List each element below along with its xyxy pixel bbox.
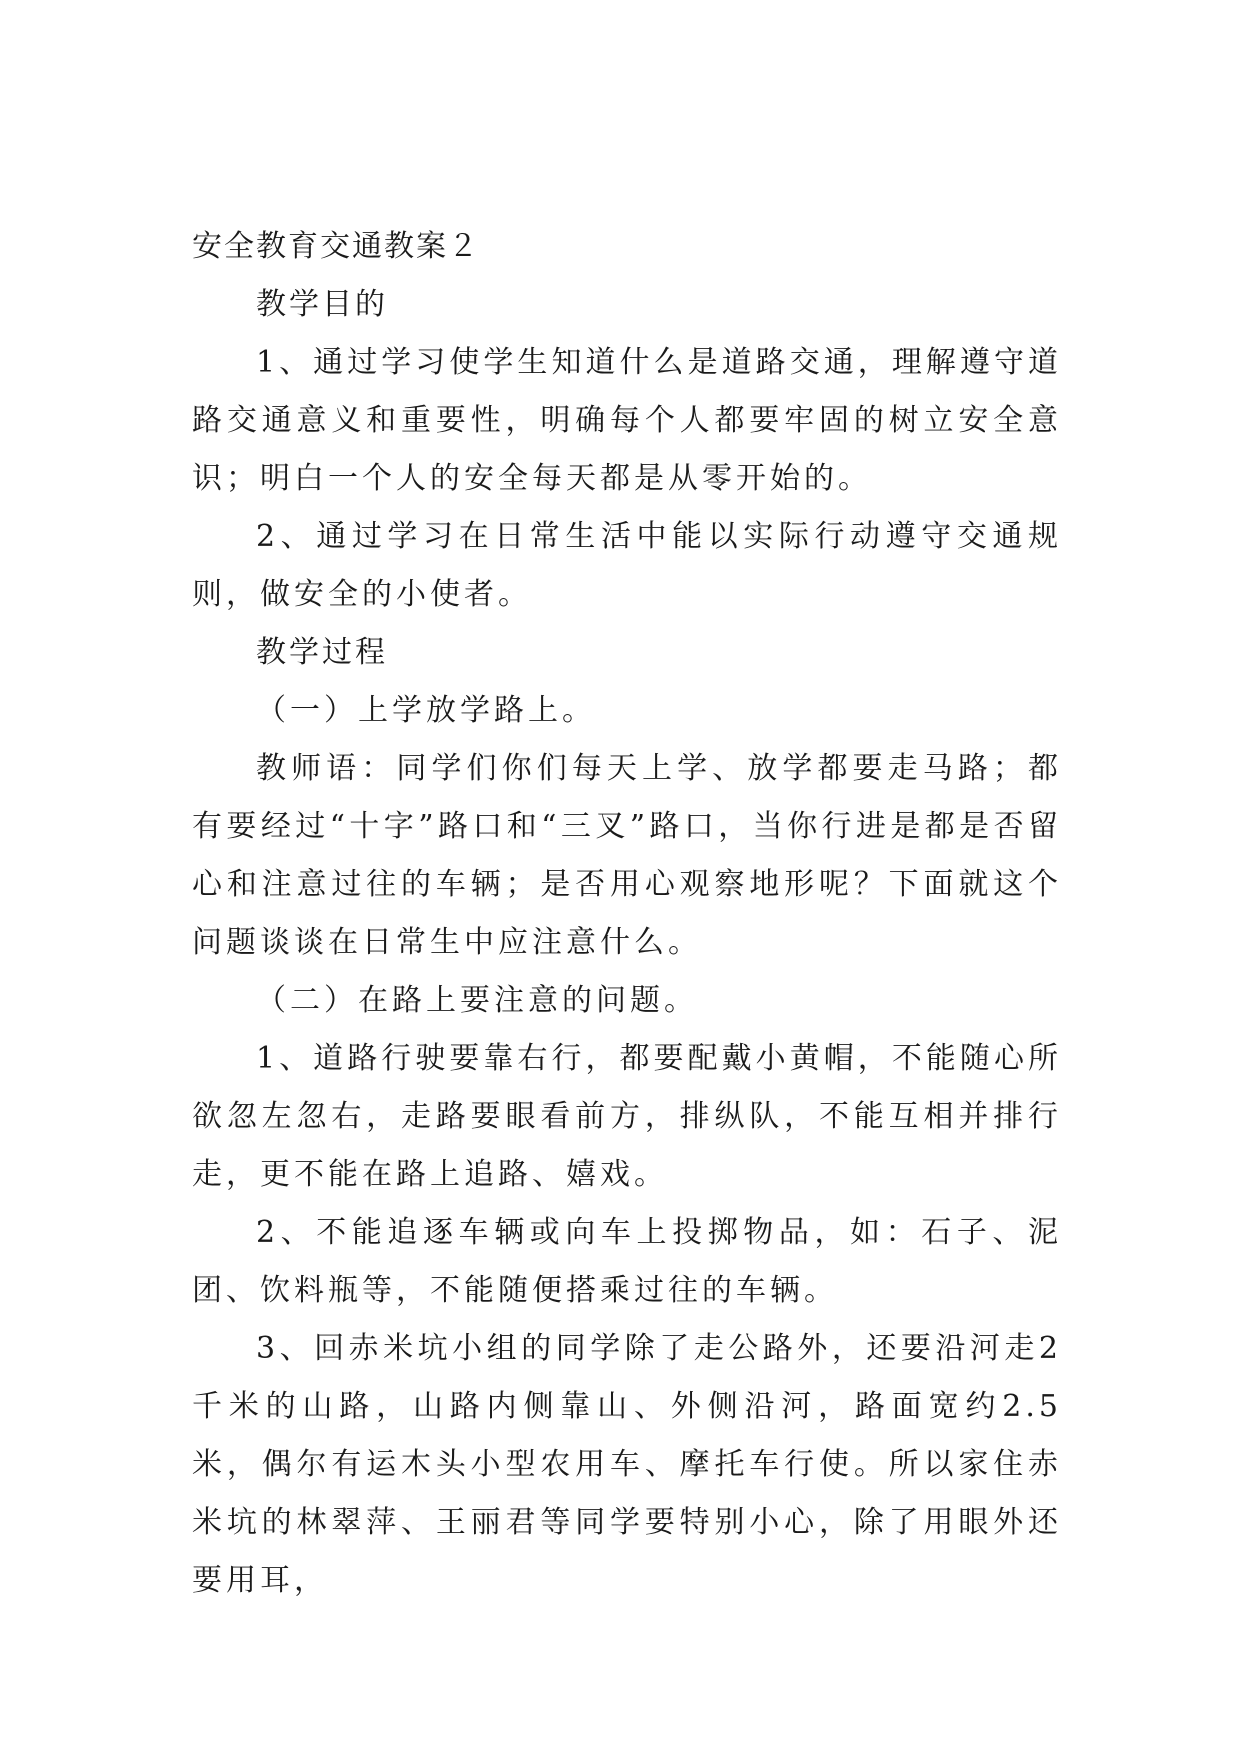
subsection-heading-2: （二）在路上要注意的问题。 <box>256 983 698 1018</box>
paragraph-rule-1: 1、道路行驶要靠右行，都要配戴小黄帽，不能随心所欲忽左忽右，走路要眼看前方，排纵队，不能互相并排行走，更不能在路上追路、嬉戏。 <box>192 1041 1062 1192</box>
section-heading-objectives: 教学目的 <box>256 287 388 322</box>
document-body <box>192 218 1062 1610</box>
document-title: 安全教育交通教案２ <box>192 229 480 264</box>
paragraph-objective-1: 1、通过学习使学生知道什么是道路交通，理解遵守道路交通意义和重要性，明确每个人都要牢固的树立安全意识；明白一个人的安全每天都是从零开始的。 <box>192 345 1062 496</box>
paragraph-objective-2: 2、通过学习在日常生活中能以实际行动遵守交通规则，做安全的小使者。 <box>192 519 1062 612</box>
paragraph-teacher-speech: 教师语：同学们你们每天上学、放学都要走马路；都有要经过“十字”路口和“三叉”路口，当你行进是都是否留心和注意过往的车辆；是否用心观察地形呢？下面就这个问题谈谈在日常生中应注意什么。 <box>192 751 1062 960</box>
subsection-heading-1: （一）上学放学路上。 <box>256 693 596 728</box>
paragraph-rule-3: 3、回赤米坑小组的同学除了走公路外，还要沿河走2千米的山路，山路内侧靠山、外侧沿河，路面宽约2.5米，偶尔有运木头小型农用车、摩托车行使。所以家住赤米坑的林翠萍、王丽君等同学要特别小心，除了用眼外还要用耳， <box>192 1331 1062 1598</box>
paragraph-rule-2: 2、不能追逐车辆或向车上投掷物品，如：石子、泥团、饮料瓶等，不能随便搭乘过往的车辆。 <box>192 1215 1062 1308</box>
section-heading-process: 教学过程 <box>256 635 388 670</box>
